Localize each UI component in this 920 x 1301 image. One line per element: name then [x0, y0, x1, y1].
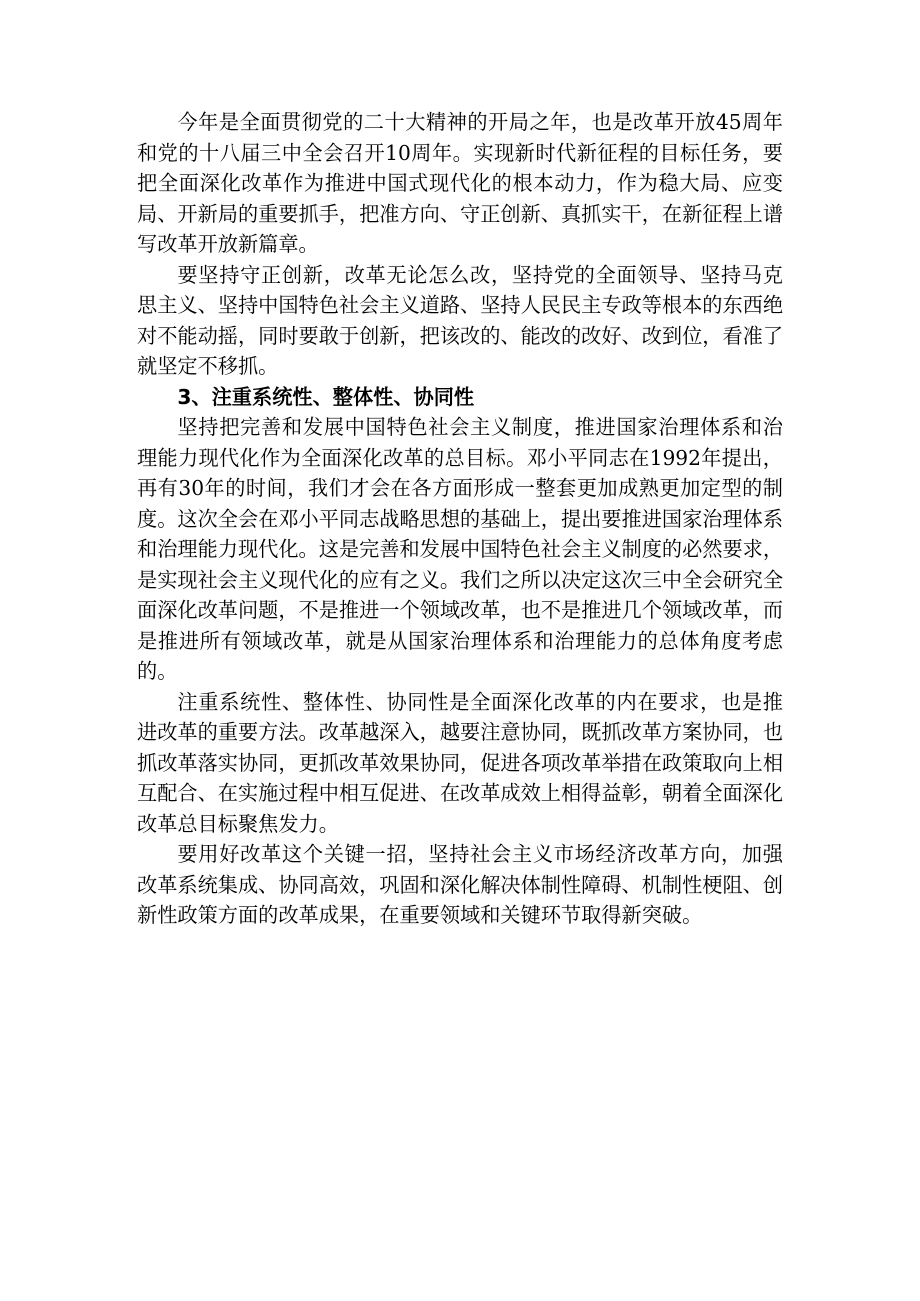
paragraph-2: 要坚持守正创新，改革无论怎么改，坚持党的全面领导、坚持马克思主义、坚持中国特色社会主义道路、坚持人民民主专政等根本的东西绝对不能动摇，同时要敢于创新，把该改的、能改的改好、改到位，看准了就坚定不移抓。	[137, 262, 784, 378]
paragraph-5: 要用好改革这个关键一招，坚持社会主义市场经济改革方向，加强改革系统集成、协同高效，巩固和深化解决体制性障碍、机制性梗阻、创新性政策方面的改革成果，在重要领域和关键环节取得新突破。	[137, 842, 784, 927]
paragraph-4: 注重系统性、整体性、协同性是全面深化改革的内在要求，也是推进改革的重要方法。改革越深入，越要注意协同，既抓改革方案协同，也抓改革落实协同，更抓改革效果协同，促进各项改革举措在政策取向上相互配合、在实施过程中相互促进、在改革成效上相得益彰，朝着全面深化改革总目标聚焦发力。	[137, 689, 784, 836]
paragraph-3: 坚持把完善和发展中国特色社会主义制度，推进国家治理体系和治理能力现代化作为全面深化改革的总目标。邓小平同志在1992年提出，再有30年的时间，我们才会在各方面形成一整套更加成熟更加定型的制度。这次全会在邓小平同志战略思想的基础上，提出要推进国家治理体系和治理能力现代化。这是完善和发展中国特色社会主义制度的必然要求，是实现社会主义现代化的应有之义。我们之所以决定这次三中全会研究全面深化改革问题，不是推进一个领域改革，也不是推进几个领域改革，而是推进所有领域改革，就是从国家治理体系和治理能力的总体角度考虑的。	[137, 415, 784, 683]
section-heading: 3、注重系统性、整体性、协同性	[177, 384, 475, 409]
document-body	[137, 107, 783, 931]
paragraph-1: 今年是全面贯彻党的二十大精神的开局之年，也是改革开放45周年和党的十八届三中全会召开10周年。实现新时代新征程的目标任务，要把全面深化改革作为推进中国式现代化的根本动力，作为稳大局、应变局、开新局的重要抓手，把准方向、守正创新、真抓实干，在新征程上谱写改革开放新篇章。	[137, 110, 784, 256]
